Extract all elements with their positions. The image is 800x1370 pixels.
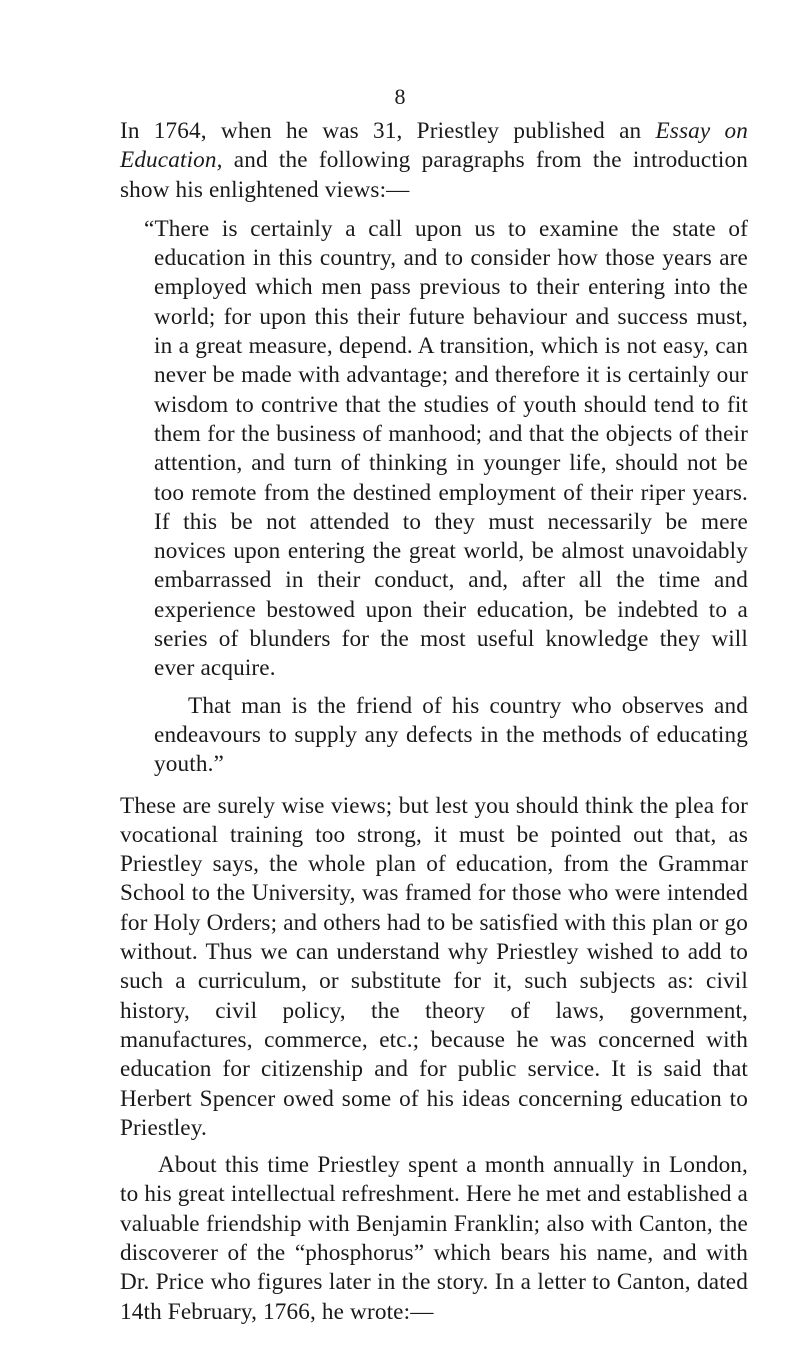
intro-text-start: In 1764, when he was 31, Priestley published an xyxy=(120,118,656,144)
page-number: 8 xyxy=(394,84,406,109)
intro-paragraph xyxy=(120,117,748,205)
quote-paragraph-2: That man is the friend of his country who observes and endeavours to supply any defects in the methods of educating youth.” xyxy=(154,692,748,778)
body-paragraph-1: These are surely wise views; but lest you should think the plea for vocational training too strong, it must be pointed out that, as Priestley says, the whole plan of education, from the Grammar School to the University, was framed for those who were intended for Holy Orders; and others had to be satisfied with this plan or go without. Thus we can understand why Priestley wished to add to such a curriculum, or substitute for it, such subjects as: civil history, civil policy, the theory of laws, government, manufactures, commerce, etc.; because he was concerned with education for citizenship and for public service. It is said that Herbert Spencer owed some of his ideas concerning education to Priestley. xyxy=(120,792,748,1141)
body-paragraph-2: About this time Priestley spent a month annually in London, to his great intellectual refreshment. Here he met and established a valuable friendship with Benjamin Franklin; also with Canton, the discoverer of the “phosphorus” which bears his name, and with Dr. Price who figures later in the story. In a letter to Canton, dated 14th February, 1766, he wrote:— xyxy=(120,1152,748,1325)
essay-title: Essay on Education, xyxy=(120,118,748,174)
block-quote xyxy=(144,215,748,780)
text-body xyxy=(120,117,748,1327)
quote-paragraph-1: “There is certainly a call upon us to examine the state of education in this country, and to consider how those years are employed which men pass previous to their entering into the world; for upon this their future behaviour and success must, in a great measure, depend. A transition, which is not easy, can never be made with advantage; and therefore it is certainly our wisdom to contrive that the studies of youth should tend to fit them for the business of manhood; and that the objects of their attention, and turn of thinking in younger life, should not be too remote from the destined employment of their riper years. If this be not attended to they must necessarily be mere novices upon entering the great world, be almost unavoidably embarrassed in their conduct, and, after all the time and experience bestowed upon their education, be indebted to a series of blunders for the most useful knowledge they will ever acquire. xyxy=(144,215,748,682)
intro-text-end: and the following paragraphs from the introduction show his enlightened views:— xyxy=(120,147,748,203)
